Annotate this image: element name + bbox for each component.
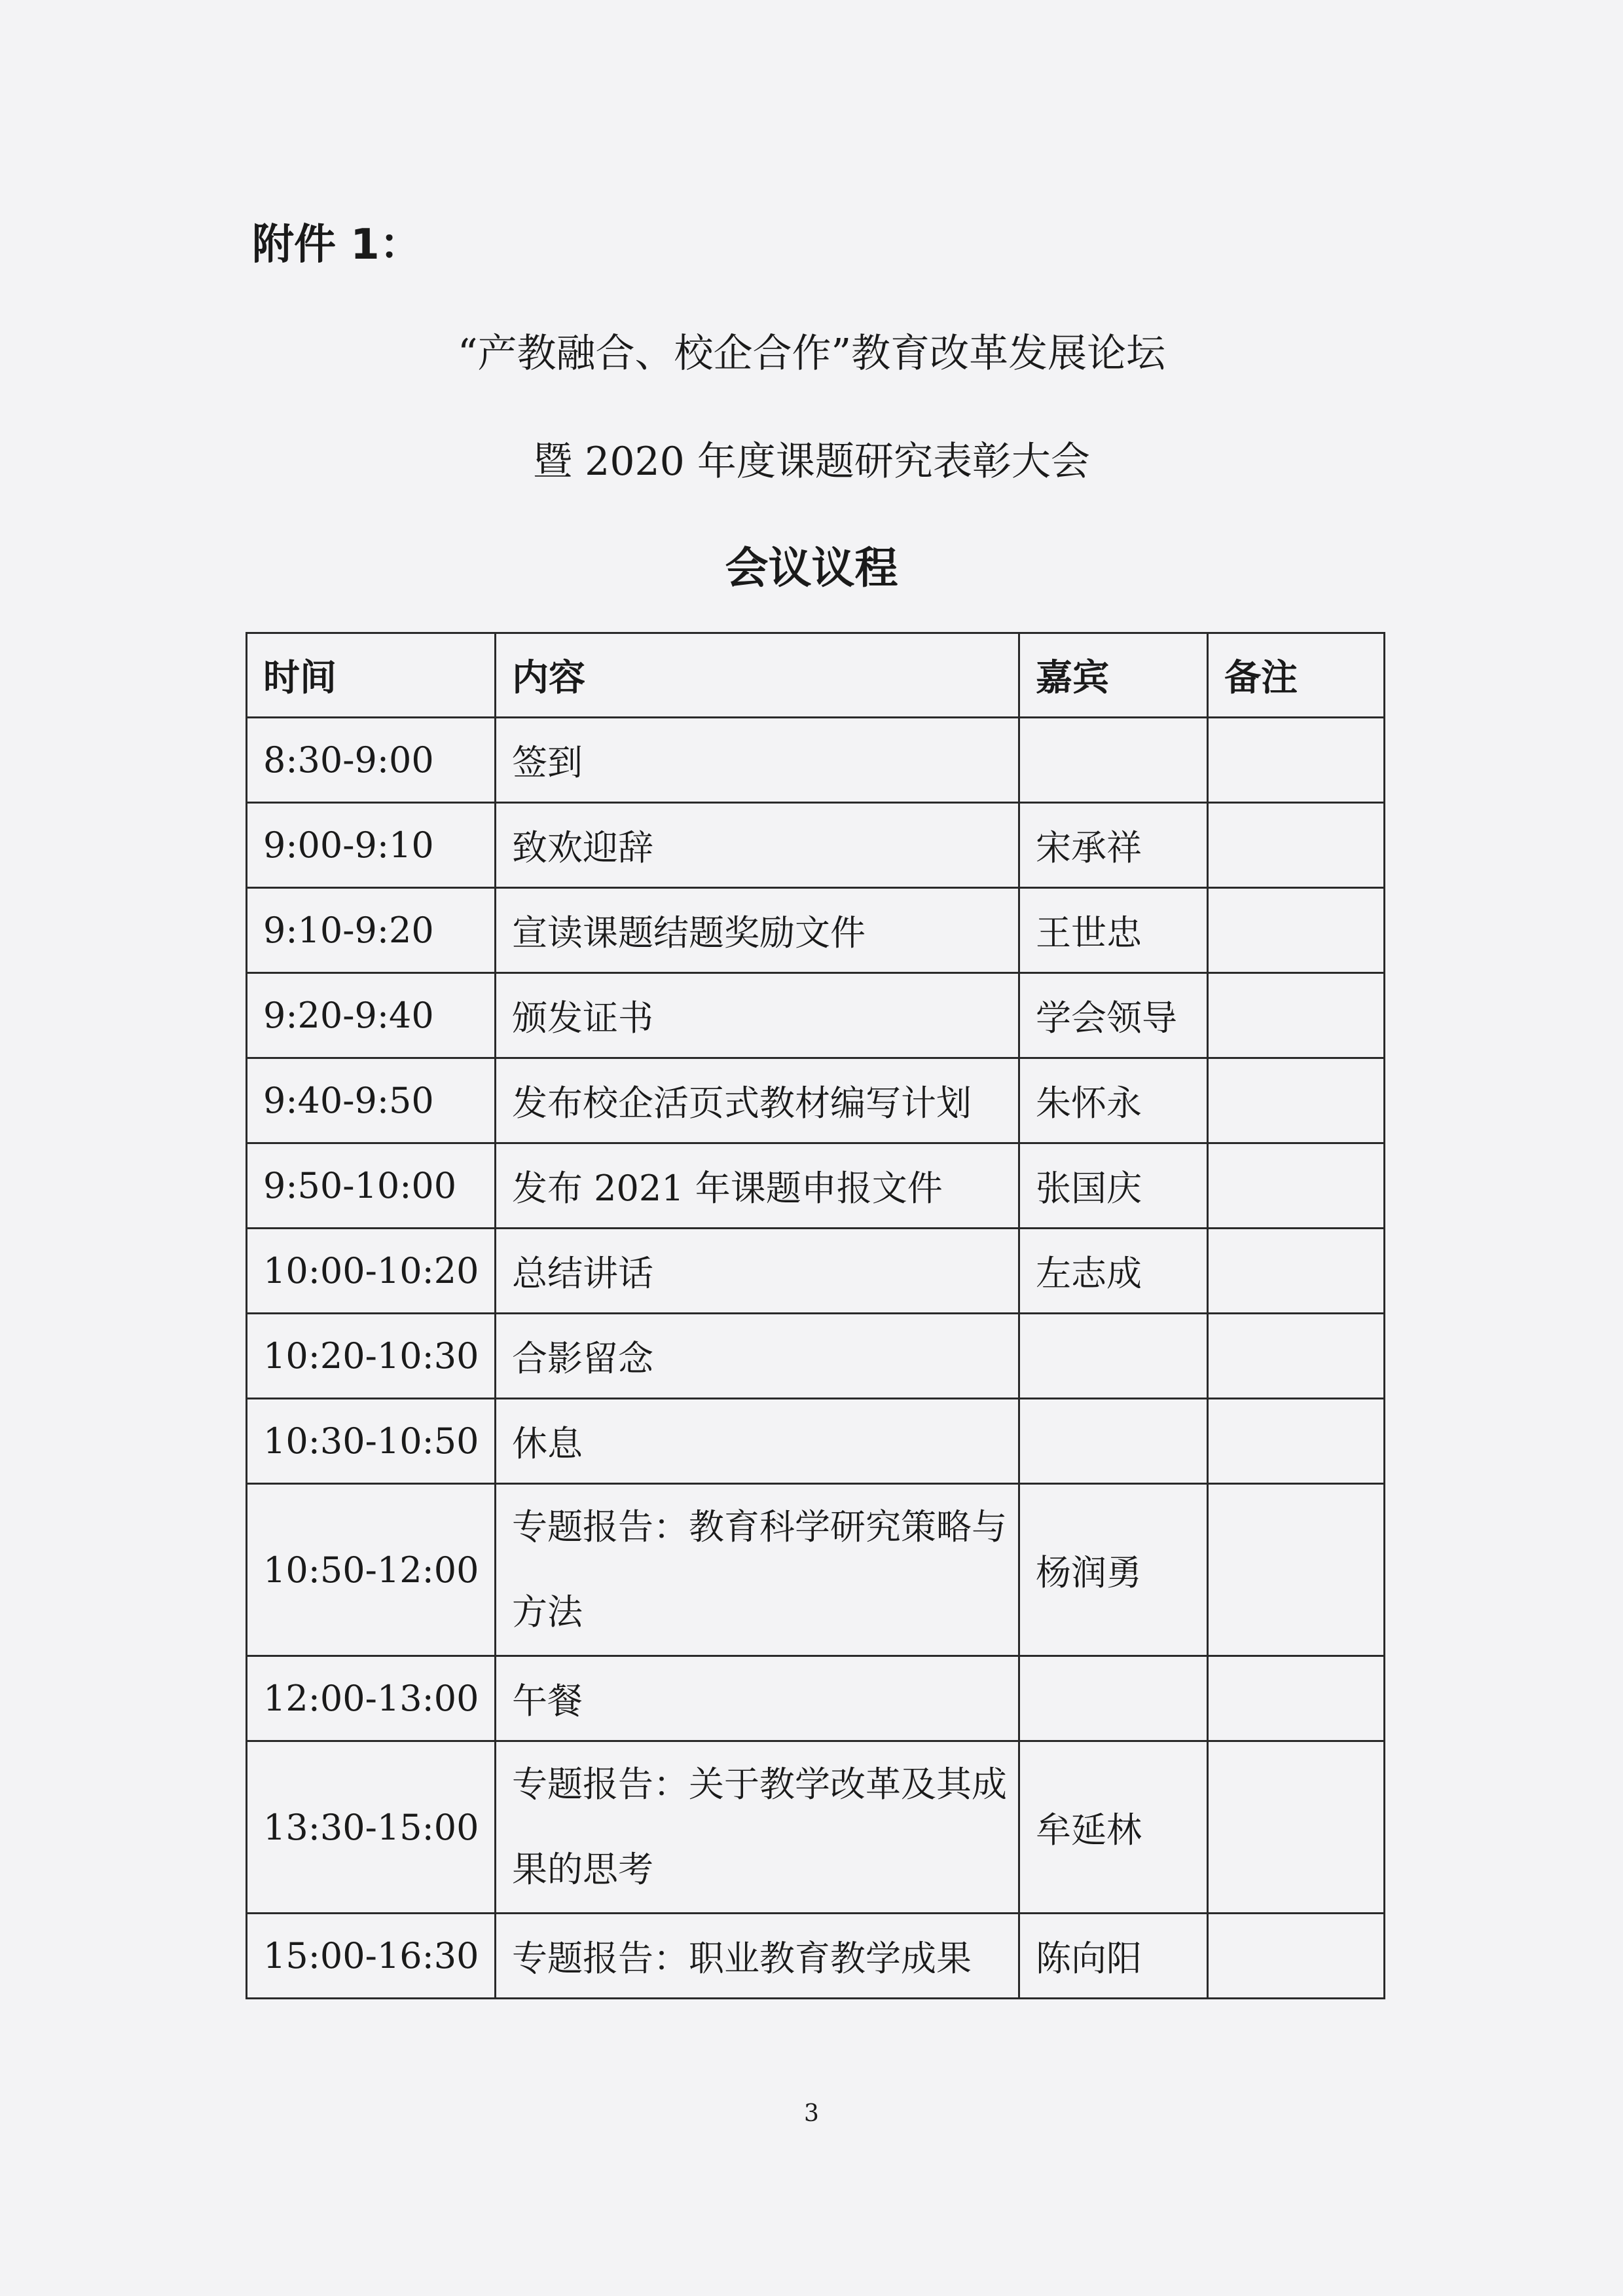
table-row [247, 1914, 1385, 1999]
guest-cell: 王世忠 [1019, 888, 1208, 973]
header-note: 备注 [1208, 633, 1385, 718]
title-line-2: 暨 2020 年度课题研究表彰大会 [533, 439, 1090, 485]
agenda-table [246, 632, 1385, 1999]
content-cell: 总结讲话 [496, 1229, 1019, 1314]
guest-cell [1019, 1656, 1208, 1741]
guest-cell [1019, 1399, 1208, 1484]
time-cell: 15:00-16:30 [247, 1914, 496, 1999]
content-cell: 专题报告：教育科学研究策略与方法 [496, 1484, 1019, 1656]
content-cell: 发布校企活页式教材编写计划 [496, 1058, 1019, 1143]
table-row [247, 1229, 1385, 1314]
table-header-row [247, 633, 1385, 718]
time-cell: 10:20-10:30 [247, 1314, 496, 1399]
note-cell [1208, 1314, 1385, 1399]
time-cell: 10:50-12:00 [247, 1484, 496, 1656]
time-cell: 9:10-9:20 [247, 888, 496, 973]
content-cell: 颁发证书 [496, 973, 1019, 1058]
content-cell: 宣读课题结题奖励文件 [496, 888, 1019, 973]
time-cell: 9:20-9:40 [247, 973, 496, 1058]
note-cell [1208, 1914, 1385, 1999]
table-row [247, 1484, 1385, 1656]
note-cell [1208, 888, 1385, 973]
guest-cell: 陈向阳 [1019, 1914, 1208, 1999]
note-cell [1208, 1656, 1385, 1741]
table-row [247, 1399, 1385, 1484]
guest-cell: 牟延林 [1019, 1741, 1208, 1914]
content-cell: 发布 2021 年课题申报文件 [496, 1143, 1019, 1229]
note-cell [1208, 803, 1385, 888]
header-content: 内容 [496, 633, 1019, 718]
content-cell: 致欢迎辞 [496, 803, 1019, 888]
time-cell: 9:40-9:50 [247, 1058, 496, 1143]
table-row [247, 803, 1385, 888]
content-cell: 专题报告：关于教学改革及其成果的思考 [496, 1741, 1019, 1914]
header-time: 时间 [247, 633, 496, 718]
time-cell: 8:30-9:00 [247, 718, 496, 803]
table-row [247, 888, 1385, 973]
time-cell: 9:00-9:10 [247, 803, 496, 888]
table-row [247, 718, 1385, 803]
note-cell [1208, 973, 1385, 1058]
table-row [247, 1058, 1385, 1143]
table-row [247, 1656, 1385, 1741]
guest-cell: 杨润勇 [1019, 1484, 1208, 1656]
table-row [247, 1741, 1385, 1914]
table-row [247, 973, 1385, 1058]
content-cell: 专题报告：职业教育教学成果 [496, 1914, 1019, 1999]
note-cell [1208, 1058, 1385, 1143]
time-cell: 9:50-10:00 [247, 1143, 496, 1229]
title-line-1: “产教融合、校企合作”教育改革发展论坛 [457, 331, 1166, 377]
time-cell: 13:30-15:00 [247, 1741, 496, 1914]
table-row [247, 1143, 1385, 1229]
time-cell: 10:00-10:20 [247, 1229, 496, 1314]
page-number: 3 [804, 2100, 819, 2127]
content-cell: 合影留念 [496, 1314, 1019, 1399]
content-cell: 午餐 [496, 1656, 1019, 1741]
content-cell: 签到 [496, 718, 1019, 803]
note-cell [1208, 1484, 1385, 1656]
attachment-label: 附件 1： [252, 221, 422, 269]
guest-cell: 学会领导 [1019, 973, 1208, 1058]
note-cell [1208, 1229, 1385, 1314]
guest-cell: 张国庆 [1019, 1143, 1208, 1229]
time-cell: 10:30-10:50 [247, 1399, 496, 1484]
content-cell: 休息 [496, 1399, 1019, 1484]
guest-cell: 朱怀永 [1019, 1058, 1208, 1143]
guest-cell: 宋承祥 [1019, 803, 1208, 888]
guest-cell [1019, 1314, 1208, 1399]
agenda-title: 会议议程 [725, 543, 898, 593]
table-row [247, 1314, 1385, 1399]
note-cell [1208, 718, 1385, 803]
note-cell [1208, 1741, 1385, 1914]
note-cell [1208, 1399, 1385, 1484]
time-cell: 12:00-13:00 [247, 1656, 496, 1741]
note-cell [1208, 1143, 1385, 1229]
guest-cell [1019, 718, 1208, 803]
header-guest: 嘉宾 [1019, 633, 1208, 718]
guest-cell: 左志成 [1019, 1229, 1208, 1314]
